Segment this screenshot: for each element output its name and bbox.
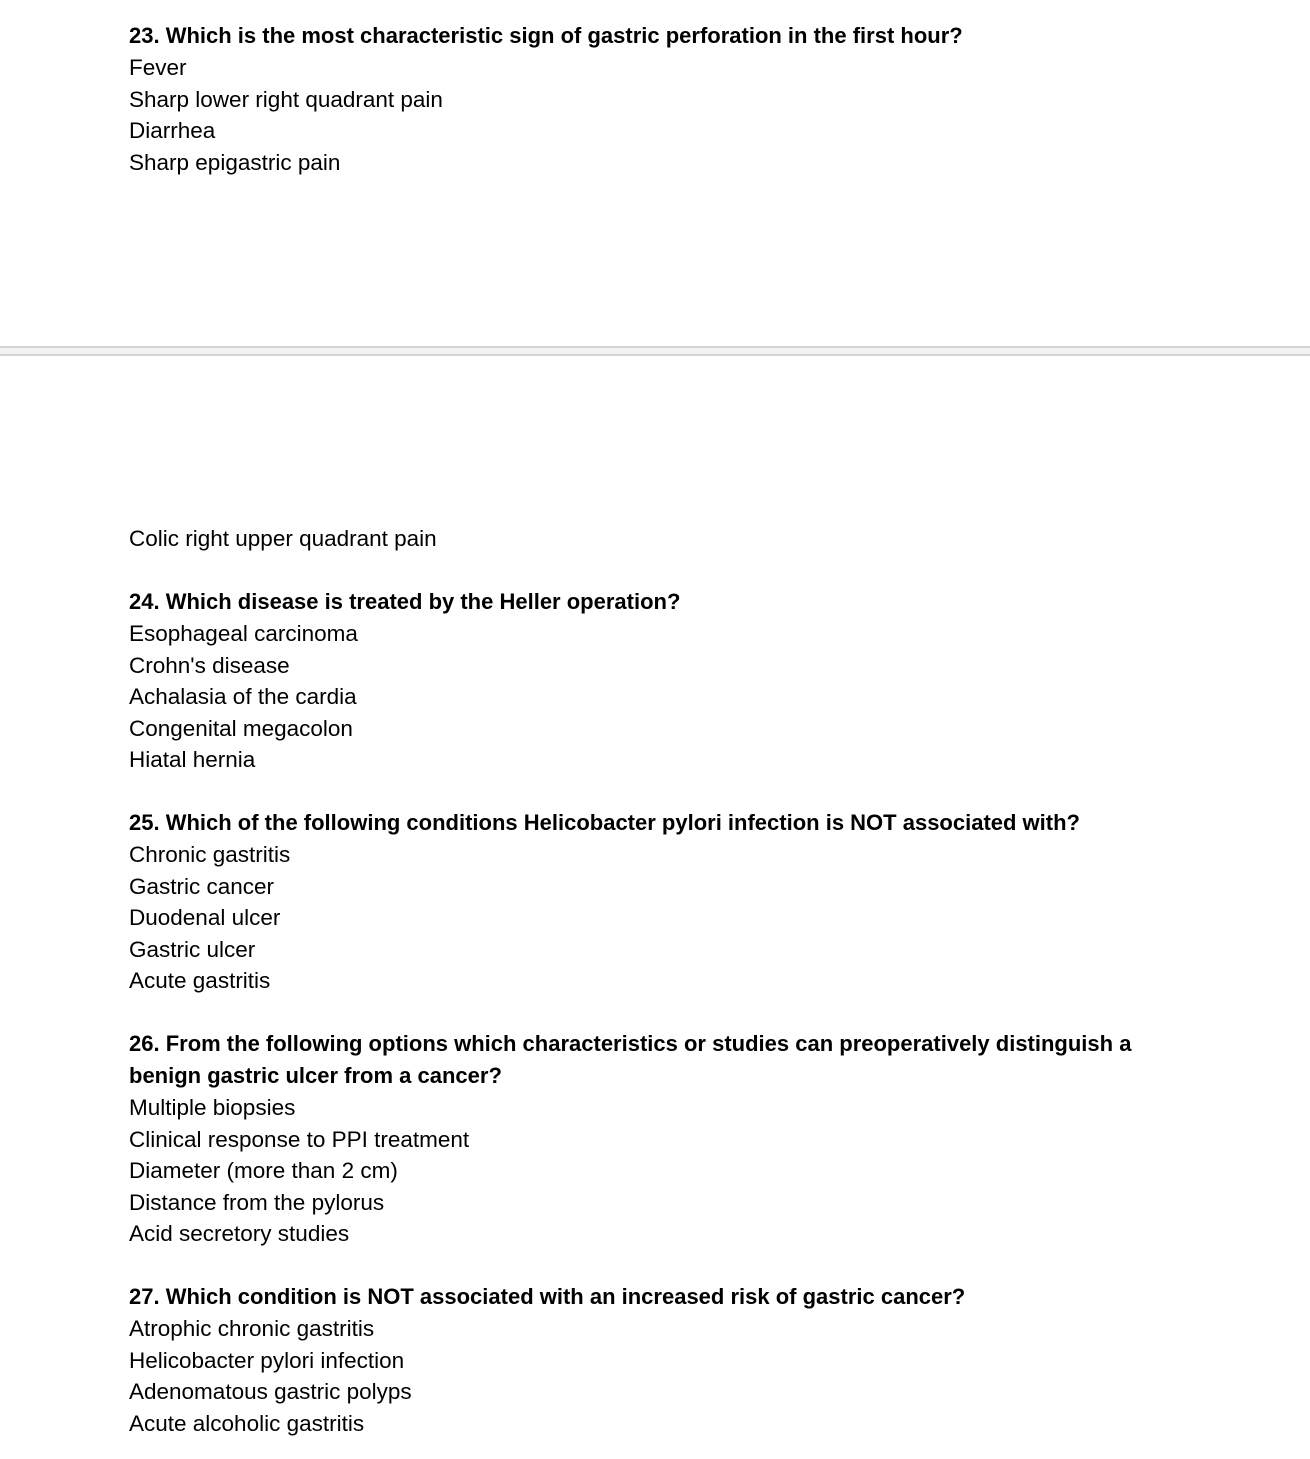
question-23: [129, 20, 1189, 178]
option: Atrophic chronic gastritis: [129, 1316, 375, 1341]
option: Chronic gastritis: [129, 842, 291, 867]
option: Hiatal hernia: [129, 747, 256, 773]
option: Distance from the pylorus: [129, 1189, 385, 1215]
option: Helicobacter pylori infection: [129, 1347, 405, 1373]
option: Crohn's disease: [129, 652, 290, 678]
option: Gastric ulcer: [129, 936, 256, 962]
option: Diarrhea: [129, 118, 216, 144]
option: Adenomatous gastric polyps: [129, 1379, 412, 1405]
question-23-continued: [129, 523, 1189, 555]
question-23-text: 23. Which is the most characteristic sign of gastric perforation in the first hour?: [129, 23, 963, 48]
question-26: [129, 1028, 1189, 1250]
question-24-text: 24. Which disease is treated by the Heller operation?: [129, 589, 681, 614]
option: Acid secretory studies: [129, 1221, 350, 1247]
question-25-text: 25. Which of the following conditions Helicobacter pylori infection is NOT associated with?: [129, 810, 1080, 835]
page-break-divider: [0, 346, 1310, 356]
option: Sharp epigastric pain: [129, 149, 341, 175]
option: Clinical response to PPI treatment: [129, 1126, 470, 1152]
option: Sharp lower right quadrant pain: [129, 86, 443, 112]
option: Multiple biopsies: [129, 1095, 296, 1120]
option: Colic right upper quadrant pain: [129, 526, 437, 551]
question-26-text-line2: benign gastric ulcer from a cancer?: [129, 1063, 502, 1088]
option: Fever: [129, 55, 187, 80]
option: Duodenal ulcer: [129, 905, 281, 931]
option: Gastric cancer: [129, 873, 275, 899]
option: Esophageal carcinoma: [129, 621, 358, 646]
question-24: [129, 586, 1189, 776]
question-27: [129, 1281, 1189, 1439]
option: Achalasia of the cardia: [129, 684, 357, 710]
question-26-text-line1: 26. From the following options which characteristics or studies can preoperatively distinguish a: [129, 1031, 1132, 1056]
option: Acute alcoholic gastritis: [129, 1410, 365, 1436]
option: Congenital megacolon: [129, 715, 353, 741]
option: Acute gastritis: [129, 968, 271, 994]
question-25: [129, 807, 1189, 997]
option: Diameter (more than 2 cm): [129, 1158, 398, 1184]
question-27-text: 27. Which condition is NOT associated with an increased risk of gastric cancer?: [129, 1284, 966, 1309]
